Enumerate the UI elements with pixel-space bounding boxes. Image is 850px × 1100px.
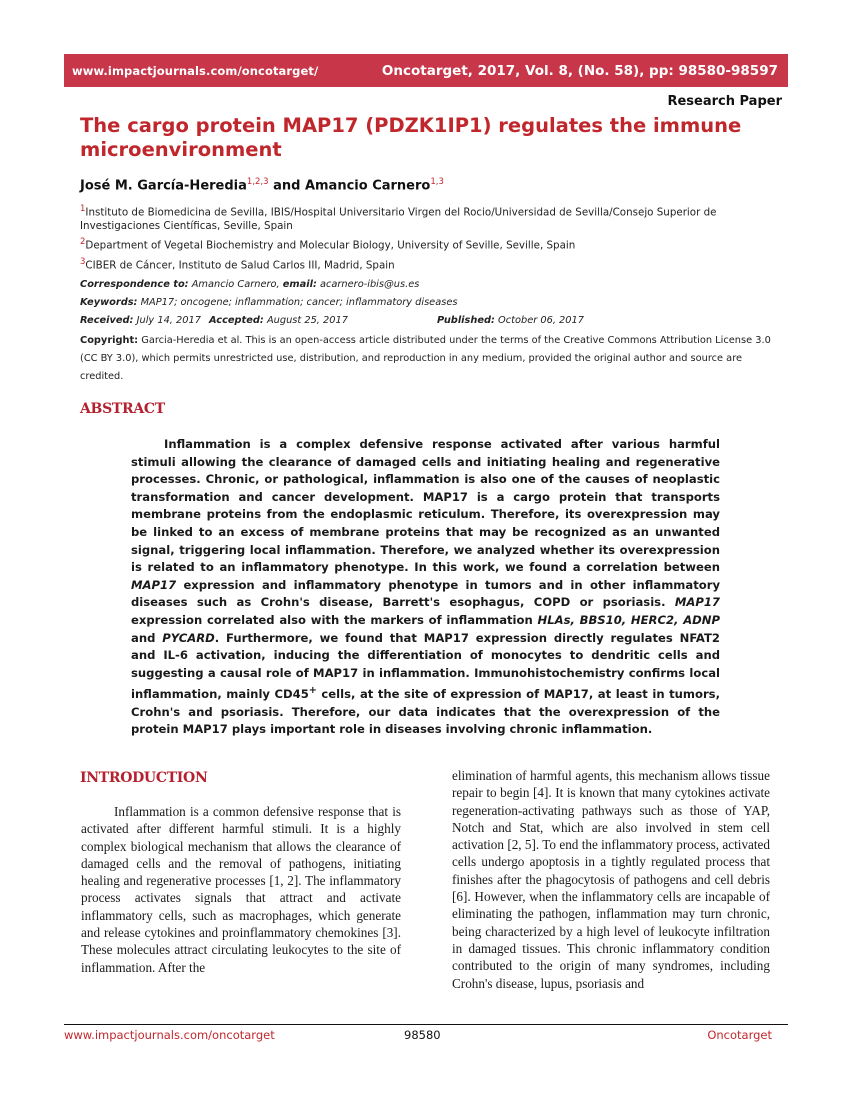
- footer-divider: [64, 1024, 788, 1025]
- gene-name: MAP17: [674, 595, 720, 610]
- introduction-left-column: Inflammation is a common defensive response that is activated after different harmful stimuli. It is a highly complex biological mechanism that allows the clearance of damaged cells and the removal of pathogens, initiating healing and regenerative processes [1, 2]. The inflammatory process activates signals that attract and activate inflammatory cells, such as macrophages, which generate and release cytokines and proinflammatory chemokines [3]. These molecules attract circulating leukocytes to the site of inflammation. After the: [81, 804, 401, 975]
- abstract-text: Inflammation is a complex defensive response activated after various harmful stimuli allowing the clearance of damaged cells and initiating healing and regenerative processes. Chronic, or pathological, inflammation is also one of the causes of neoplastic transformation and cancer development. MAP17 is a cargo protein that transports membrane proteins from the endoplasmic reticulum. Therefore, its overexpression may be linked to an excess of membrane proteins that may be recognized as an unwanted signal, triggering local inflammation. Therefore, we analyzed whether its overexpression is related to an inflammatory phenotype. In this work, we found a correlation between: [131, 437, 720, 575]
- introduction-right-column: elimination of harmful agents, this mechanism allows tissue repair to begin [4]. It is known that many cytokines activate regeneration-activating pathways such as those of YAP, Notch and Stat, which are also involved in stem cell activation [2, 5]. To end the inflammatory process, activated cells undergo apoptosis in a tightly regulated process that finishes after the phagocytosis of pathogens and cell debris [6]. However, when the inflammatory cells are incapable of eliminating the pathogen, inflammation may turn chronic, being characterized by a high level of leukocyte infiltration in damaged tissues. This chronic inflammatory condition contributed to the origin of many syndromes, including Crohn's disease, lupus, psoriasis and: [452, 768, 770, 991]
- affiliation-number: 2: [80, 237, 86, 247]
- accepted-value: August 25, 2017: [266, 315, 348, 326]
- page-number: 98580: [404, 1028, 441, 1042]
- abstract-heading: ABSTRACT: [80, 401, 165, 417]
- correspondence: [80, 278, 780, 291]
- superscript-plus: +: [308, 685, 317, 697]
- author-name: José M. García-Heredia: [80, 178, 247, 194]
- affiliation-text: CIBER de Cáncer, Instituto de Salud Carlos III, Madrid, Spain: [85, 259, 395, 272]
- journal-banner: [64, 54, 788, 87]
- abstract-text: and: [131, 630, 163, 645]
- keywords-text: MAP17; oncogene; inflammation; cancer; inflammatory diseases: [140, 297, 458, 308]
- abstract-text: expression correlated also with the markers of inflammation: [131, 612, 538, 627]
- gene-names: HLAs, BBS10, HERC2, ADNP: [537, 612, 720, 627]
- journal-url-link[interactable]: www.impactjournals.com/oncotarget/: [72, 63, 319, 78]
- gene-name: PYCARD: [162, 630, 215, 645]
- author-list: [80, 177, 444, 193]
- affiliation-1: [80, 203, 780, 233]
- abstract-text: cells, at the site of expression of MAP17, at least in tumors, Crohn's and psoriasis. Therefore, our data indicates that the overexpression of the protein MAP17 plays important role in diseases involving chronic inflammation.: [131, 687, 720, 737]
- copyright-label: Copyright:: [80, 335, 139, 346]
- footer-journal-name: Oncotarget: [707, 1028, 772, 1042]
- affiliation-text: Instituto de Biomedicina de Sevilla, IBIS/Hospital Universitario Virgen del Rocio/Universidad de Sevilla/Consejo Superior de Investigaciones Científicas, Seville, Spain: [80, 206, 717, 232]
- received-label: Received:: [80, 315, 134, 326]
- author-name: Amancio Carnero: [304, 178, 431, 194]
- accepted-date: [209, 314, 437, 327]
- copyright-text: Garcia-Heredia et al. This is an open-access article distributed under the terms of the Creative Commons Attribution License 3.0 (CC BY 3.0), which permits unrestricted use, distribution, and reproduction in any medium, provided the original author and source are credited.: [80, 335, 771, 382]
- email-label: email:: [282, 279, 317, 290]
- affiliation-number: 1: [80, 204, 86, 214]
- received-value: July 14, 2017: [136, 315, 201, 326]
- keywords: [80, 296, 780, 309]
- paper-type-label: Research Paper: [667, 94, 782, 109]
- keywords-label: Keywords:: [80, 297, 138, 308]
- footer-journal-link[interactable]: www.impactjournals.com/oncotarget: [64, 1028, 275, 1042]
- author-joiner: and: [268, 178, 305, 194]
- received-date: [80, 314, 209, 327]
- affiliation-2: [80, 236, 780, 253]
- copyright: [80, 332, 780, 386]
- abstract-text: . Furthermore, we found that MAP17 expression directly regulates NFAT2 and IL-6 activation, inducing the differentiation of monocytes to dendritic cells and suggesting a causal role of MAP17 in inflammation. Immunohistochemistry confirms local inflammation, mainly CD45: [131, 630, 720, 702]
- published-value: October 06, 2017: [498, 315, 584, 326]
- correspondence-label: Correspondence to:: [80, 279, 189, 290]
- affiliation-3: [80, 256, 780, 273]
- affiliation-number: 3: [80, 257, 86, 267]
- abstract-body: [131, 436, 720, 739]
- affiliation-text: Department of Vegetal Biochemistry and Molecular Biology, University of Seville, Seville, Spain: [85, 239, 576, 252]
- article-title: The cargo protein MAP17 (PDZK1IP1) regulates the immune microenvironment: [80, 114, 742, 161]
- published-label: Published:: [437, 315, 495, 326]
- email-link[interactable]: acarnero-ibis@us.es: [320, 279, 420, 290]
- gene-name: MAP17: [131, 577, 177, 592]
- abstract-text: expression and inflammatory phenotype in tumors and in other inflammatory diseases such as Crohn's disease, Barrett's esophagus, COPD or psoriasis.: [131, 577, 720, 610]
- publication-dates: [80, 314, 780, 327]
- published-date: [437, 314, 584, 327]
- accepted-label: Accepted:: [209, 315, 264, 326]
- author-affiliation-marks: 1,2,3: [246, 177, 269, 187]
- author-affiliation-marks: 1,3: [430, 177, 444, 187]
- citation: Oncotarget, 2017, Vol. 8, (No. 58), pp: 98580-98597: [381, 62, 778, 79]
- introduction-heading: INTRODUCTION: [80, 770, 208, 786]
- correspondence-name: Amancio Carnero,: [191, 279, 280, 290]
